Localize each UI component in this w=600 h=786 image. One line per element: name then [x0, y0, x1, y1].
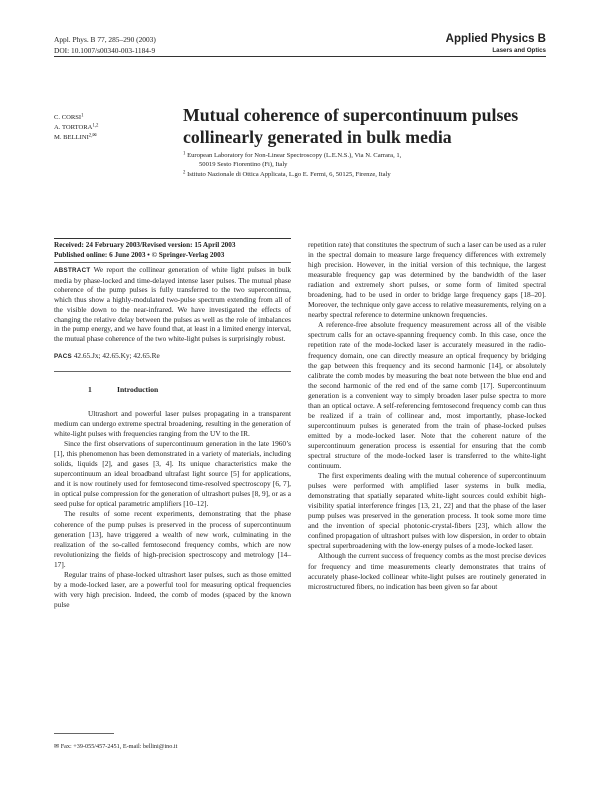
pacs-codes: PACS 42.65.Jx; 42.65.Ky; 42.65.Re: [54, 351, 160, 360]
abstract-label: ABSTRACT: [54, 267, 91, 274]
paragraph: The results of some recent experiments, demonstrating that the phase coherence of the pump pulses is preserved in the process of supercontinuum generation [13], have triggered a wealth of new work, culminating in the realization of the so-called femtosecond frequency combs, which are now revolutionizing the fields of high-precision spectroscopy and metrology [14–17].: [54, 509, 291, 569]
right-column-body: [308, 240, 546, 592]
brand-title: Applied Physics B: [445, 33, 546, 45]
brand-subtitle: Lasers and Optics: [492, 47, 546, 54]
left-column-body: [54, 409, 291, 610]
journal-brand: [420, 33, 546, 57]
divider: [54, 262, 291, 263]
paragraph: Regular trains of phase-locked ultrashort laser pulses, such as those emitted by a mode-locked laser, are a powerful tool for measuring optical frequencies with very high precision. Indeed, the comb of modes (spaced by the known pulse: [54, 569, 291, 609]
author: A. TORTORA$^{1,2}$: [54, 123, 99, 132]
publication-dates: Received: 24 February 2003/Revised version: 15 April 2003 Published online: 6 June 2003 • © Springer-Verlag 2003: [54, 241, 236, 259]
divider: [54, 371, 291, 372]
author: M. $BELLINI^{2,✉}$: [54, 134, 97, 142]
footnote-rule: [54, 733, 114, 734]
affiliation: $^2$ Istituto Nazionale di Ottica Applicata, L.go E. Fermi, 6, 50125, Firenze, Italy: [183, 170, 391, 178]
paragraph: Although the current success of frequency combs as the most precise devices for frequency and time measurements clearly demonstrates that trains of accurately phase-locked collinear white-light pulses are routinely generated in microstructured fibers, no indication has been given so far about: [308, 551, 546, 591]
abstract-text: We report the collinear generation of white light pulses in bulk media by phase-locked and time-delayed intense laser pulses. The mutual phase coherence of the pump pulses is fully transferred to the two supercontinua, which thus show a highly-modulated two-pulse spectrum extending from all of the visible down to the near-infrared. We have investigated the effects of changing the relative delay between the pulses as well as the role of imbalances in the pump energy, and we have found that, at least in a limited energy interval, the mutual phase coherence of the two white-light pulses is surprisingly robust.: [54, 265, 291, 343]
paragraph: Since the first observations of supercontinuum generation in the late 1960’s [1], this phenomenon has been demonstrated in a variety of materials, including solids, liquids [2], and gases [3, 4]. Its unique characteristics make the supercontinuum an ideal broadband ultrafast light source [5] for applications, and it is now routinely used for femtosecond time-resolved spectroscopy [6, 7], in optical pulse compression for the generation of ultrashort pulses [8, 9], or as a seed pulse for optical parametric amplifiers [10–12].: [54, 439, 291, 509]
author: C. CORSI$^1$: [54, 113, 84, 121]
paragraph: repetition rate) that constitutes the spectrum of such a laser can be used as a ruler in the spectral domain to measure large frequency differences with extremely high precision. However, in the initial version of this technique, the largest measurable frequency gap was determined by the bandwidth of the laser radiation and extremely short pulses, or some form of limited spectral broadening, had to be used in order to bridge large frequency gaps [18–20]. Moreover, the technique only gave access to relative measurements, relying on a nearby spectral reference to determine unknown frequencies.: [308, 240, 546, 320]
author-list: [54, 113, 98, 144]
paper-title: Mutual coherence of supercontinuum pulses collinearly generated in bulk media: [183, 105, 519, 147]
paragraph: A reference-free absolute frequency measurement across all of the visible spectrum calls for an octave-spanning frequency comb. In this case, once the repetition rate of the mode-locked laser is accurately measured in the radio-frequency domain, one can directly measure an optical frequency by bridging the gap between this frequency and its second harmonic [14], or absolutely calibrate the comb modes by measuring the beat note between the blue end and the second harmonic of the red end of the same comb [17]. Supercontinuum generation is a convenient way to simply broaden laser pulse spectra to more than an optical octave. A self-referencing femtosecond frequency comb can thus be realized if a train of collinear and, most importantly, phase-locked supercontinuum pulses is generated from the train of phase-locked pulses emitted by a mode-locked laser. Note that the coherent nature of the supercontinuum generation process is essential for ensuring that the comb spectral structure of the mode-locked laser is transferred to the white-light continuum.: [308, 320, 546, 471]
paragraph: The first experiments dealing with the mutual coherence of supercontinuum pulses were performed with amplified laser systems in bulk media, demonstrating that spatially separated white-light sources could exhibit high-visibility spatial interference fringes [13, 21, 22] and that the phase of the laser pump pulses was preserved in the generation process. It took some more time and the invention of special photonic-crystal-fibers [23], which allow the confined propagation of ultrashort pulses with low dispersion, in order to obtain spectral superbroadening with the low-energy pulses of a mode-locked laser.: [308, 471, 546, 551]
section-title: Introduction: [117, 385, 159, 394]
journal-citation: Appl. Phys. B 77, 285–290 (2003): [54, 35, 156, 44]
divider: [54, 238, 291, 239]
affiliation: $^1$ European Laboratory for Non-Linear Spectroscopy (L.E.N.S.), Via N. Carrara, 1,: [183, 151, 402, 159]
section-number: 1: [88, 385, 92, 394]
paragraph: Ultrashort and powerful laser pulses propagating in a transparent medium can undergo extreme spectral broadening, resulting in the generation of white-light pulses with frequencies ranging from the UV to the IR.: [54, 409, 291, 439]
affiliations: $^1$ European Laboratory for Non-Linear Spectroscopy (L.E.N.S.), Via N. Carrara, 1, 50019 Sesto Fiorentino (Fi), Italy $^2$ Istituto Nazionale di Ottica Applicata, L.go E. Fermi, 6, 50125, Firenze, Italy: [183, 151, 402, 178]
abstract: [54, 265, 291, 344]
doi: DOI: 10.1007/s00340-003-1184-9: [54, 46, 156, 55]
footnote: ✉ Fax: +39-055/457-2451, E-mail: bellini@ino.it: [54, 743, 178, 750]
